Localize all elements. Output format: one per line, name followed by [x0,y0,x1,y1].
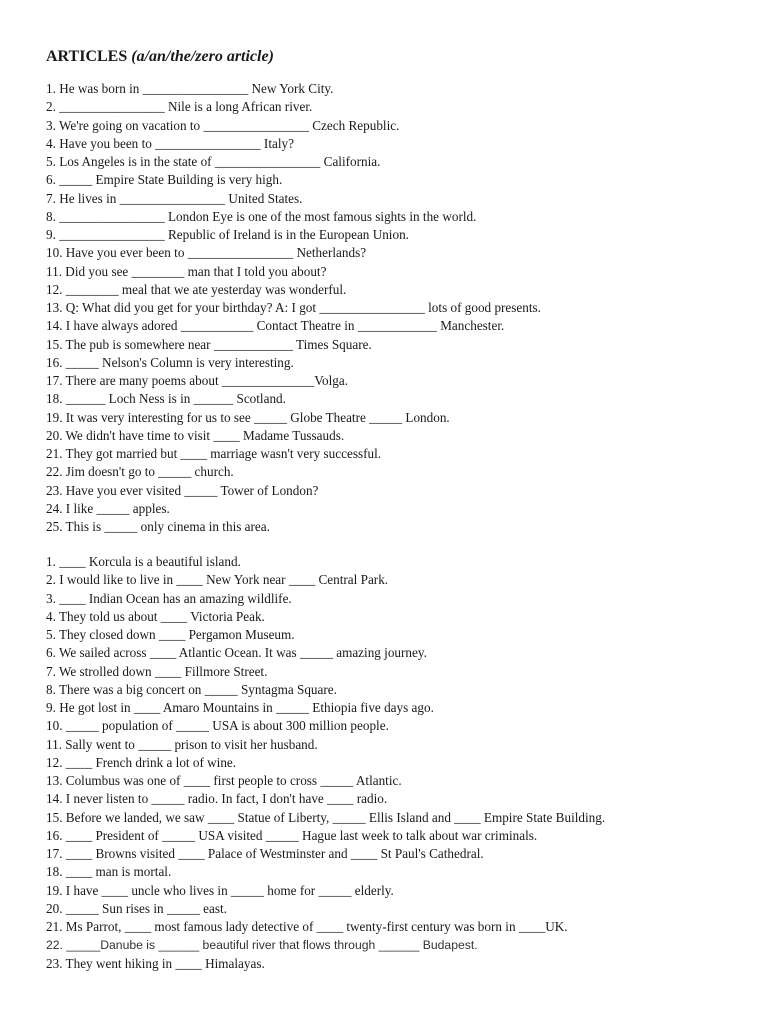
exercise-item: 20. We didn't have time to visit ____ Madame Tussauds. [46,427,345,443]
exercise-item: 3. We're going on vacation to ________________ Czech Republic. [46,117,400,133]
exercise-item: 14. I have always adored ___________ Contact Theatre in ____________ Manchester. [46,318,505,334]
exercise-item: 14. I never listen to _____ radio. In fact, I don't have ____ radio. [46,791,388,807]
exercise-item: 19. It was very interesting for us to see _____ Globe Theatre _____ London. [46,409,450,425]
exercise-item: 11. Did you see ________ man that I told you about? [46,263,327,279]
exercise-item: 20. _____ Sun rises in _____ east. [46,900,227,916]
worksheet-title [46,47,274,67]
title-main: ARTICLES [46,48,128,65]
exercise-item: 10. _____ population of _____ USA is about 300 million people. [46,718,389,734]
exercise-item: 8. ________________ London Eye is one of the most famous sights in the world. [46,208,477,224]
exercise-item: 1. He was born in ________________ New York City. [46,81,334,96]
exercise-item: 24. I like _____ apples. [46,500,170,516]
exercise-item: 18. ____ man is mortal. [46,864,172,880]
exercise-item: 7. We strolled down ____ Fillmore Street. [46,663,268,679]
exercise-item: 9. He got lost in ____ Amaro Mountains in _____ Ethiopia five days ago. [46,700,434,715]
exercise-item: 4. Have you been to ________________ Italy? [46,135,294,151]
exercise-item: 25. This is _____ only cinema in this area. [46,519,270,534]
title-subtitle: (a/an/the/zero article) [131,48,274,65]
exercise-item: 21. Ms Parrot, ____ most famous lady detective of ____ twenty-first century was born in ____UK. [46,919,568,934]
exercise-item: 10. Have you ever been to ________________ Netherlands? [46,245,367,261]
exercise-item: 15. The pub is somewhere near ____________ Times Square. [46,336,372,352]
exercise-item: 2. I would like to live in ____ New York near ____ Central Park. [46,572,389,588]
exercise-item: 22. Jim doesn't go to _____ church. [46,464,234,480]
exercise-item: 16. _____ Nelson's Column is very interesting. [46,354,294,370]
exercise-item: 1. ____ Korcula is a beautiful island. [46,554,241,569]
exercise-item: 18. ______ Loch Ness is in ______ Scotland. [46,391,286,407]
exercise-item: 8. There was a big concert on _____ Syntagma Square. [46,681,337,697]
exercise-item: 15. Before we landed, we saw ____ Statue of Liberty, _____ Ellis Island and ____ Empire State Building. [46,809,606,825]
exercise-item: 21. They got married but ____ marriage wasn't very successful. [46,446,382,461]
exercise-item: 12. ____ French drink a lot of wine. [46,754,237,770]
exercise-item: 13. Q: What did you get for your birthday? A: I got ________________ lots of good presents. [46,300,541,315]
exercise-item: 19. I have ____ uncle who lives in _____ home for _____ elderly. [46,882,394,898]
exercise-item: 4. They told us about ____ Victoria Peak. [46,608,265,624]
exercise-item: 6. _____ Empire State Building is very high. [46,172,283,188]
exercise-item: 17. There are many poems about ______________Volga. [46,373,349,388]
exercise-item: 9. ________________ Republic of Ireland is in the European Union. [46,227,409,242]
exercise-item: 13. Columbus was one of ____ first people to cross _____ Atlantic. [46,773,402,788]
exercise-list-2 [46,553,605,973]
exercise-item: 11. Sally went to _____ prison to visit her husband. [46,736,318,752]
exercise-item: 23. Have you ever visited _____ Tower of London? [46,482,319,498]
exercise-item: 6. We sailed across ____ Atlantic Ocean. It was _____ amazing journey. [46,645,427,661]
exercise-item: 22. _____Danube is ______ beautiful river that flows through ______ Budapest. [46,938,478,953]
exercise-item: 7. He lives in ________________ United States. [46,190,303,206]
exercise-list-1 [46,80,541,536]
exercise-item: 3. ____ Indian Ocean has an amazing wildlife. [46,590,292,606]
exercise-item: 16. ____ President of _____ USA visited _____ Hague last week to talk about war criminals. [46,827,538,843]
exercise-item: 5. They closed down ____ Pergamon Museum. [46,627,295,642]
exercise-item: 17. ____ Browns visited ____ Palace of Westminster and ____ St Paul's Cathedral. [46,846,484,861]
exercise-item: 2. ________________ Nile is a long African river. [46,99,313,115]
exercise-item: 12. ________ meal that we ate yesterday was wonderful. [46,281,347,297]
exercise-item: 23. They went hiking in ____ Himalayas. [46,955,265,971]
exercise-item: 5. Los Angeles is in the state of ________________ California. [46,154,381,169]
